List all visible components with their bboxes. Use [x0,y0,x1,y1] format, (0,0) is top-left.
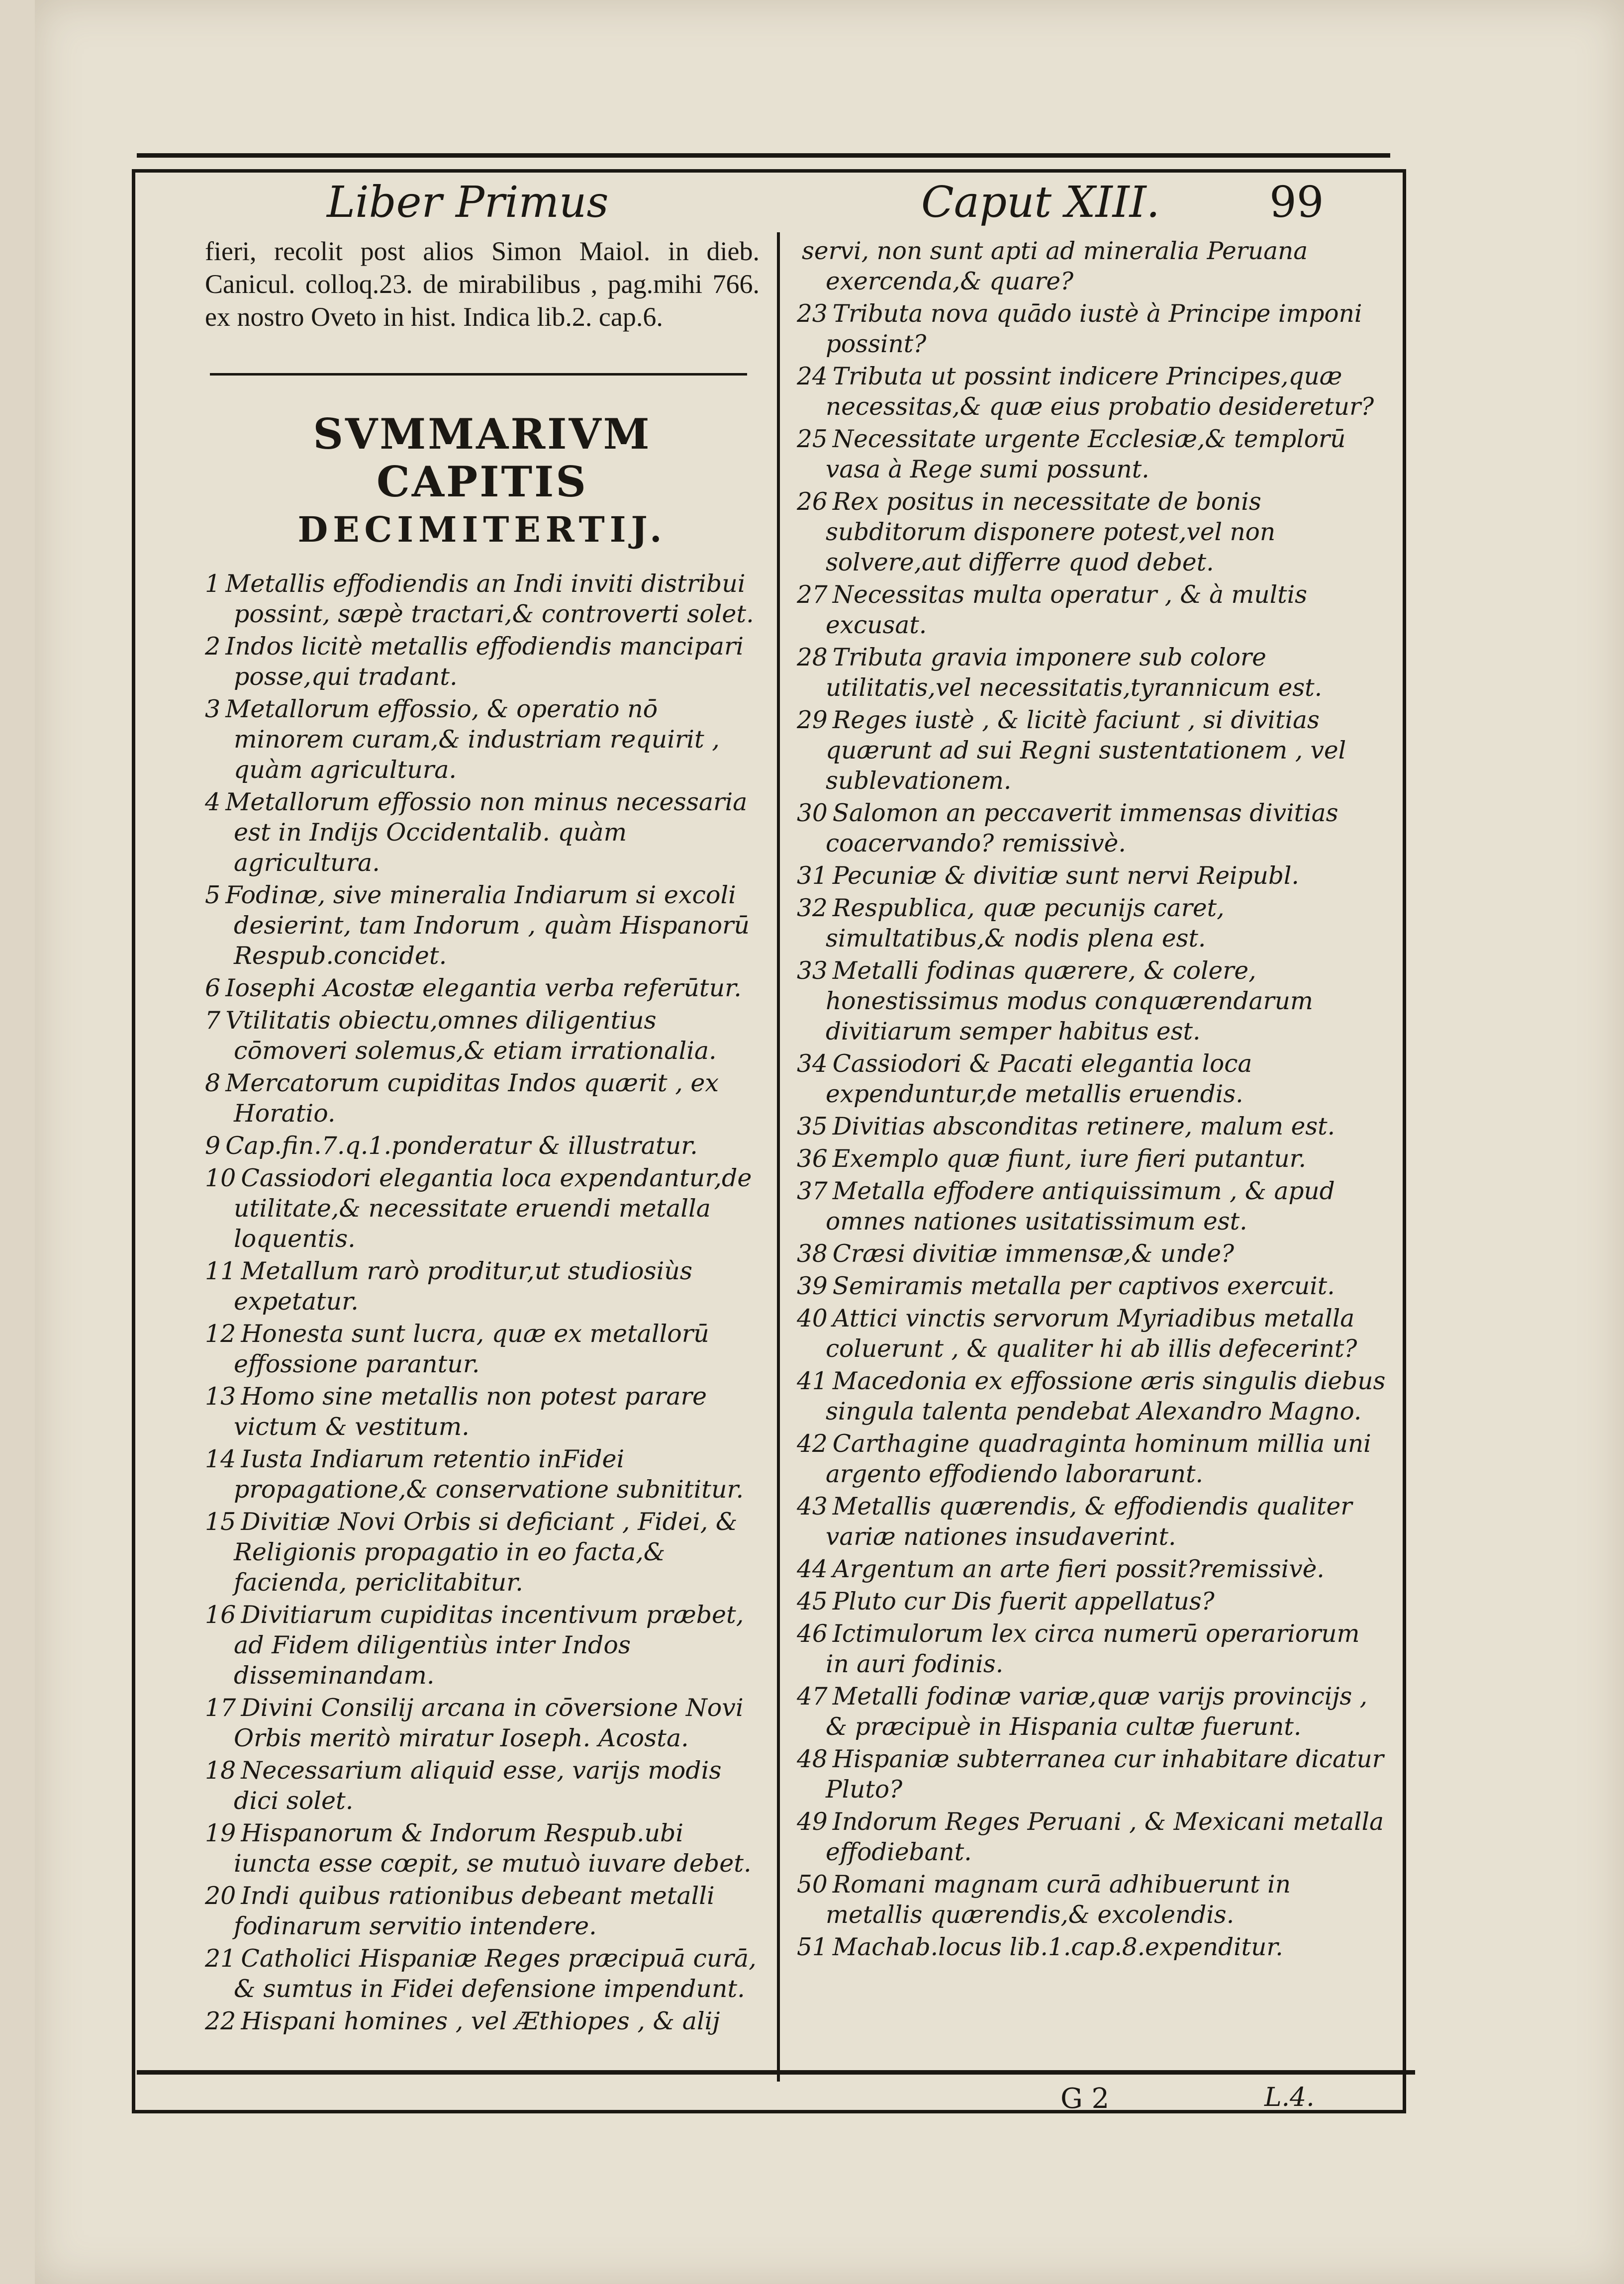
summary-entry [797,1271,1389,1302]
entry-text: Machab.locus lib.1.cap.8.expenditur. [832,1933,1283,1961]
summary-entry [205,787,760,878]
entry-number: 49 [797,1808,828,1836]
entry-text: Cræsi divitiæ immensæ,& unde? [832,1240,1235,1268]
entry-text: Hispani homines , vel Æthiopes , & alij [241,2007,720,2035]
entry-text: Iosephi Acostæ elegantia verba referūtur. [225,974,742,1002]
summary-entry [797,1112,1389,1142]
entry-text: Tributa ut possint indicere Principes,quæ necessitas,& quæ eius probatio desideretur? [826,363,1374,421]
entry-number: 18 [205,1756,236,1785]
summary-entry [797,1807,1389,1868]
entry-number: 40 [797,1305,828,1332]
summary-entry [797,1492,1389,1552]
entry-text: Necessarium aliquid esse, varijs modis dici solet. [234,1756,722,1815]
summary-entry [797,580,1389,641]
entry-number: 13 [205,1382,236,1411]
summary-entry [205,1256,760,1317]
signature-mark: G 2 [1060,2083,1110,2115]
entry-number: 14 [205,1445,236,1473]
entry-number: 26 [797,488,828,516]
entry-text: Indorum Reges Peruani , & Mexicani metalla effodiebant. [826,1808,1384,1866]
entry-number: 38 [797,1240,828,1268]
entry-number: 35 [797,1113,828,1141]
entry-text: Metallis effodiendis an Indi inviti distribui possint, sæpè tractari,& controverti solet. [225,570,754,628]
summary-entry [797,893,1389,954]
entry-text: Divitiæ Novi Orbis si deficiant , Fidei, & Religionis propagatio in eo facta,& facienda, periclitabitur. [234,1508,738,1597]
summary-entry [797,1619,1389,1680]
entry-number: 1 [205,570,221,598]
entry-number: 33 [797,957,828,985]
entry-text: Divini Consilij arcana in cōversione Novi Orbis meritò miratur Ioseph. Acosta. [234,1694,744,1752]
summary-entry [797,487,1389,578]
entry-number: 39 [797,1272,828,1300]
summary-entry [797,643,1389,703]
summary-entry [205,1381,760,1442]
entry-text: Homo sine metallis non potest parare victum & vestitum. [234,1382,707,1441]
summary-entry [205,1319,760,1379]
text-frame [132,169,1406,2113]
summary-title: SVMMARIVM CAPITIS [313,409,652,506]
entry-text: Catholici Hispaniæ Reges præcipuā curā, & sumtus in Fidei defensione impendunt. [234,1944,757,2003]
entry-number: 9 [205,1132,221,1160]
summary-list-right [797,236,1389,1963]
entry-text: Salomon an peccaverit immensas divitias coacervando? remissivè. [826,799,1338,857]
entry-text: Iusta Indiarum retentio inFidei propagatione,& conservatione subnititur. [234,1445,744,1504]
summary-entry [797,1144,1389,1174]
section-rule [210,373,747,376]
page-number: 99 [1269,178,1324,227]
entry-number: 48 [797,1745,828,1773]
summary-entry [205,1444,760,1505]
summary-entry [205,1818,760,1879]
entry-text: Hispanorum & Indorum Respub.ubi iuncta esse cœpit, se mutuò iuvare debet. [234,1819,752,1878]
entry-number: 45 [797,1588,828,1616]
summary-entry [797,1429,1389,1490]
entry-number: 27 [797,581,828,609]
entry-number: 25 [797,425,828,453]
summary-entry [205,694,760,785]
entry-number: 3 [205,695,221,723]
entry-number: 50 [797,1871,828,1899]
entry-text: Cassiodori elegantia loca expendantur,de utilitate,& necessitate eruendi metalla loquentis. [234,1164,752,1253]
summary-entry [205,1068,760,1129]
summary-entry [797,1587,1389,1617]
entry-number: 19 [205,1819,236,1847]
summary-entry [205,631,760,692]
entry-text: Indi quibus rationibus debeant metalli fodinarum servitio intendere. [234,1882,715,1940]
entry-text: Tributa nova quādo iustè à Principe imponi possint? [826,300,1362,358]
entry-number: 31 [797,862,828,890]
entry-text: Necessitate urgente Ecclesiæ,& templorū vasa à Rege sumi possunt. [826,425,1346,483]
summary-entry [205,1755,760,1816]
entry-number: 4 [205,788,221,816]
page-footer [135,2083,1403,2115]
summary-entry [797,1870,1389,1930]
entry-number: 34 [797,1050,828,1078]
entry-text: Necessitas multa operatur , & à multis excusat. [826,581,1308,639]
entry-number: 16 [205,1601,236,1629]
summary-entry [205,1005,760,1066]
entry-text: Metallorum effossio non minus necessaria est in Indijs Occidentalib. quàm agricultura. [225,788,748,877]
entry-text: Metalli fodinæ variæ,quæ varijs provincijs , & præcipuè in Hispania cultæ fuerunt. [826,1683,1368,1741]
summary-entry [205,1693,760,1753]
entry-text: Romani magnam curā adhibuerunt in metallis quærendis,& excolendis. [826,1871,1291,1929]
entry-text: Macedonia ex effossione æris singulis diebus singula talenta pendebat Alexandro Magno. [826,1367,1386,1426]
continuation-text: fieri, recolit post alios Simon Maiol. in dieb. Canicul. colloq.23. de mirabilibus , pag.mihi 766. ex nostro Oveto in hist. Indica lib.2. cap.6. [205,236,760,332]
entry-number: 24 [797,363,828,390]
entry-text: Hispaniæ subterranea cur inhabitare dicatur Pluto? [826,1745,1384,1804]
summary-entry [797,1682,1389,1742]
entry-number: 5 [205,881,221,909]
entry-text: Pluto cur Dis fuerit appellatus? [832,1588,1215,1616]
right-column [797,236,1389,1965]
entry-text: Metalla effodere antiquissimum , & apud omnes nationes usitatissimum est. [826,1177,1335,1236]
summary-entry [797,1366,1389,1427]
entry-number: 37 [797,1177,828,1205]
summary-subtitle: DECIMITERTIJ. [297,509,667,550]
summary-entry [205,880,760,971]
summary-entry [797,956,1389,1047]
entry-number: 43 [797,1493,828,1521]
summary-entry [797,1176,1389,1237]
summary-entry [797,1744,1389,1805]
running-header [135,173,1403,232]
entry-text: Pecuniæ & divitiæ sunt nervi Reipubl. [832,862,1299,890]
entry-text: Argentum an arte fieri possit?remissivè. [832,1555,1325,1583]
entry-number: 21 [205,1944,236,1973]
summary-entry [797,1932,1389,1963]
summary-entry [797,1304,1389,1364]
entry-text: Metallorum effossio, & operatio nō minorem curam,& industriam requirit , quàm agricultura. [225,695,720,784]
summary-entry [797,236,1389,297]
summary-entry [205,1600,760,1691]
entry-number: 22 [205,2007,236,2035]
top-rule [137,153,1390,158]
summary-entry [797,1049,1389,1110]
summary-entry [205,1943,760,2004]
summary-entry [797,861,1389,891]
summary-entry [205,1881,760,1941]
summary-entry [205,1163,760,1254]
entry-number: 44 [797,1555,828,1583]
entry-text: Semiramis metalla per captivos exercuit. [832,1272,1335,1300]
entry-number: 32 [797,894,828,922]
bottom-rule [137,2070,1415,2075]
entry-text: Mercatorum cupiditas Indos quærit , ex Horatio. [225,1069,719,1128]
summary-entry [797,424,1389,485]
entry-text: Fodinæ, sive mineralia Indiarum si excoli desierint, tam Indorum , quàm Hispanorū Respub.concidet. [225,881,750,970]
entry-text: Metallum rarò proditur,ut studiosiùs expetatur. [234,1257,692,1316]
entry-number: 11 [205,1257,236,1285]
summary-entry [797,705,1389,796]
summary-entry [797,362,1389,422]
summary-entry [797,1239,1389,1269]
entry-number: 10 [205,1164,236,1192]
summary-list-left [205,569,760,2036]
entry-text: Tributa gravia imponere sub colore utilitatis,vel necessitatis,tyrannicum est. [826,644,1323,702]
entry-text: Cassiodori & Pacati elegantia loca expenduntur,de metallis eruendis. [826,1050,1252,1108]
summary-entry [797,299,1389,360]
entry-number: 6 [205,974,221,1002]
header-book-title: Liber Primus [327,178,609,227]
entry-text: servi, non sunt apti ad mineralia Peruana exercenda,& quare? [802,237,1308,295]
entry-number: 42 [797,1430,828,1458]
entry-number: 20 [205,1882,236,1910]
entry-text: Honesta sunt lucra, quæ ex metallorū effossione parantur. [234,1320,709,1378]
entry-text: Exemplo quæ fiunt, iure fieri putantur. [832,1145,1306,1173]
entry-text: Divitiarum cupiditas incentivum præbet, ad Fidem diligentiùs inter Indos disseminandam. [234,1601,744,1690]
entry-text: Metallis quærendis, & effodiendis qualiter variæ nationes insudaverint. [826,1493,1352,1551]
entry-number: 7 [205,1006,221,1035]
entry-number: 41 [797,1367,828,1395]
entry-number: 23 [797,300,828,328]
summary-entry [205,1131,760,1161]
entry-number: 28 [797,644,828,671]
entry-text: Indos licitè metallis effodiendis mancipari posse,qui tradant. [225,632,744,691]
entry-text: Carthagine quadraginta hominum millia uni argento effodiendo laborarunt. [826,1430,1371,1488]
catchword-mark: L.4. [1264,2083,1315,2112]
entry-number: 30 [797,799,828,827]
entry-text: Rex positus in necessitate de bonis subditorum disponere potest,vel non solvere,aut differre quod debet. [826,488,1276,576]
summary-entry [205,2006,760,2036]
entry-text: Attici vinctis servorum Myriadibus metalla coluerunt , & qualiter hi ab illis defecerint? [826,1305,1357,1363]
entry-number: 51 [797,1933,828,1961]
entry-text: Metalli fodinas quærere, & colere, honestissimus modus conquærendarum divitiarum semper habitus est. [826,957,1313,1046]
page-sheet [35,0,1624,2284]
column-divider [777,232,780,2082]
summary-entry [205,569,760,629]
entry-text: Ictimulorum lex circa numerū operariorum in auri fodinis. [826,1620,1360,1678]
entry-number: 46 [797,1620,828,1648]
entry-text: Divitias absconditas retinere, malum est. [832,1113,1336,1141]
summary-entry [797,1554,1389,1585]
entry-number: 15 [205,1508,236,1536]
entry-text: Reges iustè , & licitè faciunt , si divitias quærunt ad sui Regni sustentationem , vel sublevationem. [826,706,1346,795]
summary-entry [205,1507,760,1598]
entry-text: Cap.fin.7.q.1.ponderatur & illustratur. [225,1132,698,1160]
entry-number: 8 [205,1069,221,1097]
header-chapter-title: Caput XIII. [921,178,1160,227]
entry-text: Respublica, quæ pecunijs caret, simultatibus,& nodis plena est. [826,894,1225,952]
summary-entry [797,798,1389,859]
entry-number: 29 [797,706,828,734]
entry-number: 36 [797,1145,828,1173]
summary-entry [205,973,760,1003]
entry-text: Vtilitatis obiectu,omnes diligentius cōmoveri solemus,& etiam irrationalia. [225,1006,717,1065]
entry-number: 12 [205,1320,236,1348]
entry-number: 2 [205,632,221,661]
entry-number: 47 [797,1683,828,1711]
entry-number: 17 [205,1694,236,1722]
left-column [205,235,760,2038]
